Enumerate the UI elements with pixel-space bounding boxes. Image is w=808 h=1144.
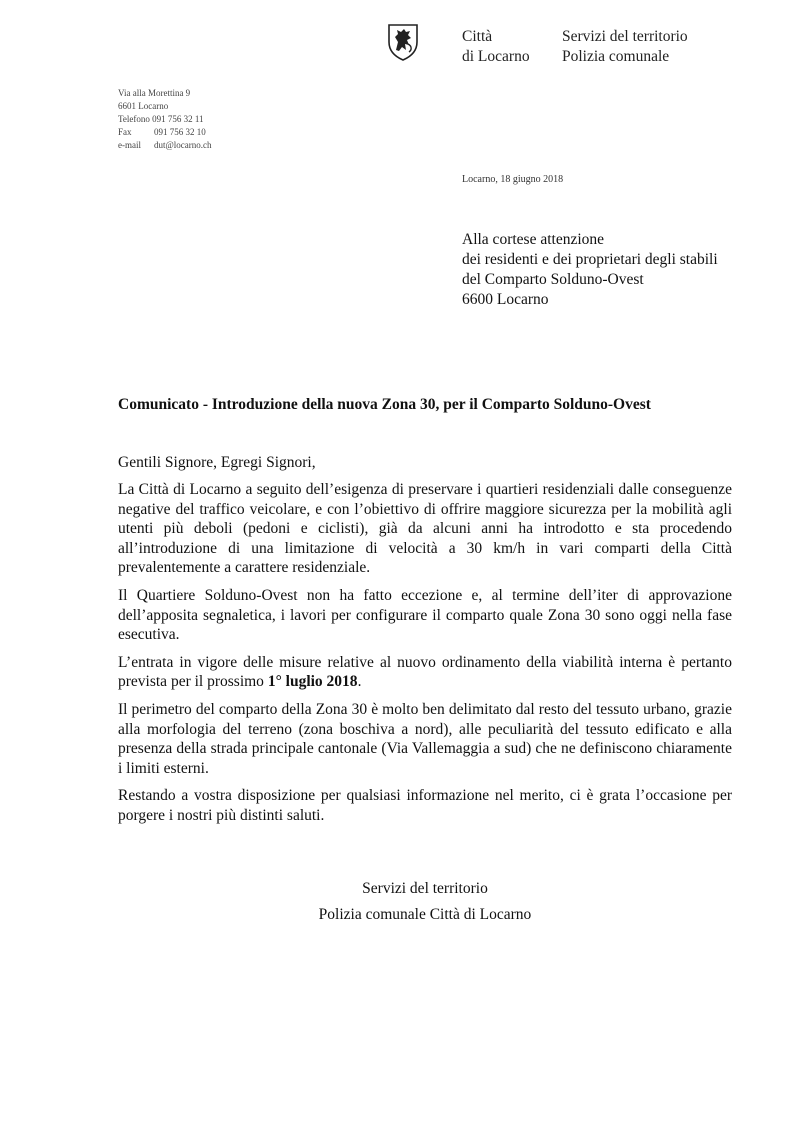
paragraph-1: La Città di Locarno a seguito dell’esigenza di preservare i quartieri residenziali dalle conseguenze negative del traffico veicolare, e con l’obiettivo di offrire maggiore sicurezza per la mobilità agli utenti più deboli (pedoni e ciclisti), già da alcuni anni ha introdotto e sta procedendo all’introduzione di una limitazione di velocità a 30 km/h in vari comparti della Città prevalentemente a carattere residenziale. bbox=[118, 481, 732, 577]
contact-phone-row bbox=[118, 113, 212, 126]
contact-email-label: e-mail bbox=[118, 140, 141, 150]
recipient-line2: dei residenti e dei proprietari degli stabili bbox=[462, 251, 718, 268]
header-city-line2: di Locarno bbox=[462, 48, 530, 65]
contact-fax-label: Fax bbox=[118, 127, 132, 137]
header-city bbox=[462, 27, 530, 67]
signature-block bbox=[118, 876, 732, 928]
signature-line2: Polizia comunale Città di Locarno bbox=[318, 906, 532, 923]
letter-greeting: Gentili Signore, Egregi Signori, bbox=[118, 454, 316, 471]
recipient-line4: 6600 Locarno bbox=[462, 291, 549, 308]
recipient-line1: Alla cortese attenzione bbox=[462, 231, 605, 248]
contact-phone-label: Telefono bbox=[118, 114, 150, 124]
signature-line1: Servizi del territorio bbox=[362, 880, 488, 897]
contact-address2: 6601 Locarno bbox=[118, 101, 169, 111]
header-dept-line2: Polizia comunale bbox=[562, 48, 670, 65]
header-department bbox=[562, 27, 688, 67]
paragraph-4: Il perimetro del comparto della Zona 30 è molto ben delimitato dal resto del tessuto urbano, grazie alla morfologia del terreno (zona boschiva a nord), alle peculiarità del tessuto edificato e alla presenza della strada principale cantonale (Via Vallemaggia a sud) che ne definiscono chiaramente i limiti esterni. bbox=[118, 700, 732, 777]
contact-phone: 091 756 32 11 bbox=[152, 114, 204, 124]
contact-block bbox=[118, 87, 212, 152]
contact-address1: Via alla Morettina 9 bbox=[118, 88, 191, 98]
contact-email: dut@locarno.ch bbox=[154, 140, 212, 150]
paragraph-3-end: . bbox=[357, 673, 362, 691]
paragraph-3-date: 1° luglio 2018 bbox=[267, 673, 358, 691]
locarno-coat-of-arms-logo bbox=[386, 22, 420, 62]
header-dept-line1: Servizi del territorio bbox=[562, 28, 688, 45]
header-city-line1: Città bbox=[462, 28, 493, 45]
contact-email-row bbox=[118, 139, 212, 152]
letter-subject: Comunicato - Introduzione della nuova Zona 30, per il Comparto Solduno-Ovest bbox=[118, 396, 651, 413]
letter-body bbox=[118, 480, 732, 834]
paragraph-3 bbox=[118, 653, 732, 692]
recipient-line3: del Comparto Solduno-Ovest bbox=[462, 271, 644, 288]
contact-fax-row bbox=[118, 126, 212, 139]
paragraph-2: Il Quartiere Solduno-Ovest non ha fatto eccezione e, al termine dell’iter di approvazione dell’apposita segnaletica, i lavori per configurare il comparto quale Zona 30 sono oggi nella fase esecutiva. bbox=[118, 586, 732, 644]
contact-fax: 091 756 32 10 bbox=[154, 127, 206, 137]
letter-date: Locarno, 18 giugno 2018 bbox=[462, 174, 564, 185]
paragraph-5: Restando a vostra disposizione per qualsiasi informazione nel merito, ci è grata l’occasione per porgere i nostri più distinti saluti. bbox=[118, 787, 732, 824]
recipient-block bbox=[462, 230, 718, 310]
paragraph-3-text: L’entrata in vigore delle misure relative al nuovo ordinamento della viabilità interna è pertanto prevista per il prossimo bbox=[118, 653, 732, 691]
